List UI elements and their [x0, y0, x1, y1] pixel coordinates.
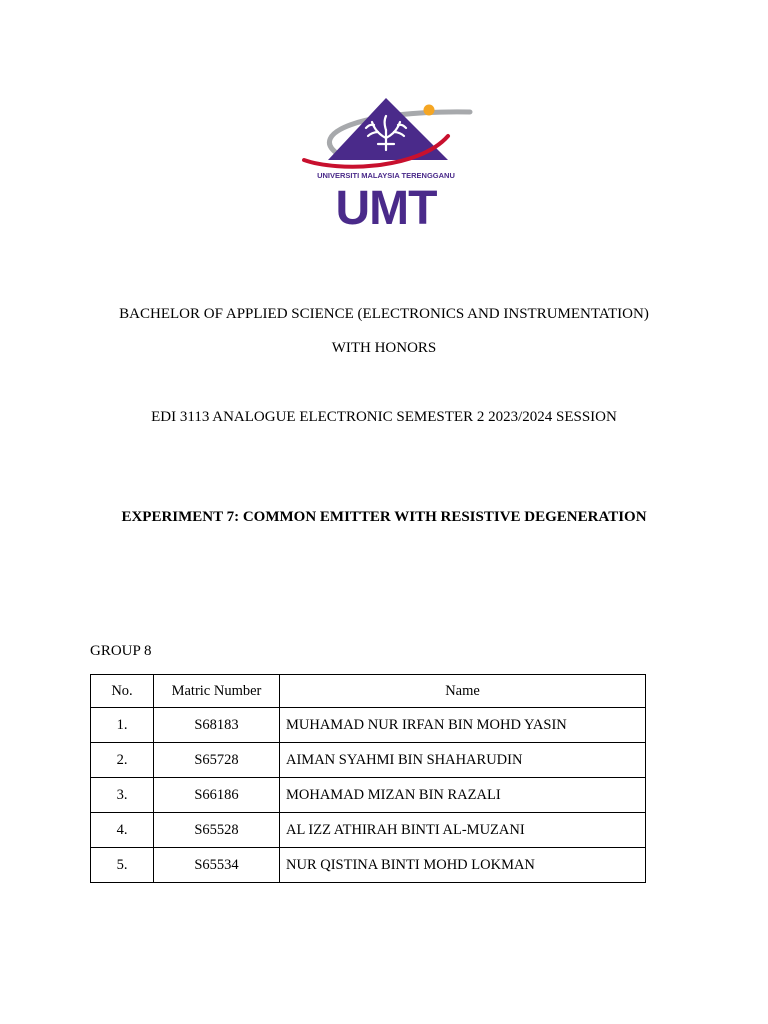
row-matric: S68183 [154, 708, 280, 743]
university-name: UNIVERSITI MALAYSIA TERENGGANU [317, 171, 455, 180]
programme-title: BACHELOR OF APPLIED SCIENCE (ELECTRONICS AND INSTRUMENTATION) [119, 306, 649, 322]
header-matric: Matric Number [154, 675, 280, 708]
row-no: 3. [91, 778, 154, 813]
header-no: No. [91, 675, 154, 708]
row-name: MUHAMAD NUR IRFAN BIN MOHD YASIN [280, 708, 646, 743]
table-header-row [91, 675, 646, 708]
table-row [91, 778, 646, 813]
programme-honors: WITH HONORS [331, 340, 437, 356]
orange-dot-icon [424, 105, 435, 116]
row-no: 5. [91, 848, 154, 883]
row-name: NUR QISTINA BINTI MOHD LOKMAN [280, 848, 646, 883]
row-matric: S66186 [154, 778, 280, 813]
row-no: 4. [91, 813, 154, 848]
row-matric: S65534 [154, 848, 280, 883]
row-matric: S65728 [154, 743, 280, 778]
umt-acronym: UMT [335, 182, 437, 230]
row-no: 1. [91, 708, 154, 743]
row-matric: S65528 [154, 813, 280, 848]
table-row [91, 743, 646, 778]
row-name: AL IZZ ATHIRAH BINTI AL-MUZANI [280, 813, 646, 848]
header-name: Name [280, 675, 646, 708]
table-row [91, 708, 646, 743]
members-table [90, 674, 646, 883]
table-row [91, 813, 646, 848]
experiment-title: EXPERIMENT 7: COMMON EMITTER WITH RESISTIVE DEGENERATION [121, 509, 647, 525]
row-name: MOHAMAD MIZAN BIN RAZALI [280, 778, 646, 813]
umt-logo-graphic [298, 94, 474, 230]
row-name: AIMAN SYAHMI BIN SHAHARUDIN [280, 743, 646, 778]
course-title: EDI 3113 ANALOGUE ELECTRONIC SEMESTER 2 2023/2024 SESSION [151, 409, 617, 425]
group-label: GROUP 8 [90, 643, 152, 659]
table-row [91, 848, 646, 883]
umt-logo [298, 94, 474, 230]
row-no: 2. [91, 743, 154, 778]
